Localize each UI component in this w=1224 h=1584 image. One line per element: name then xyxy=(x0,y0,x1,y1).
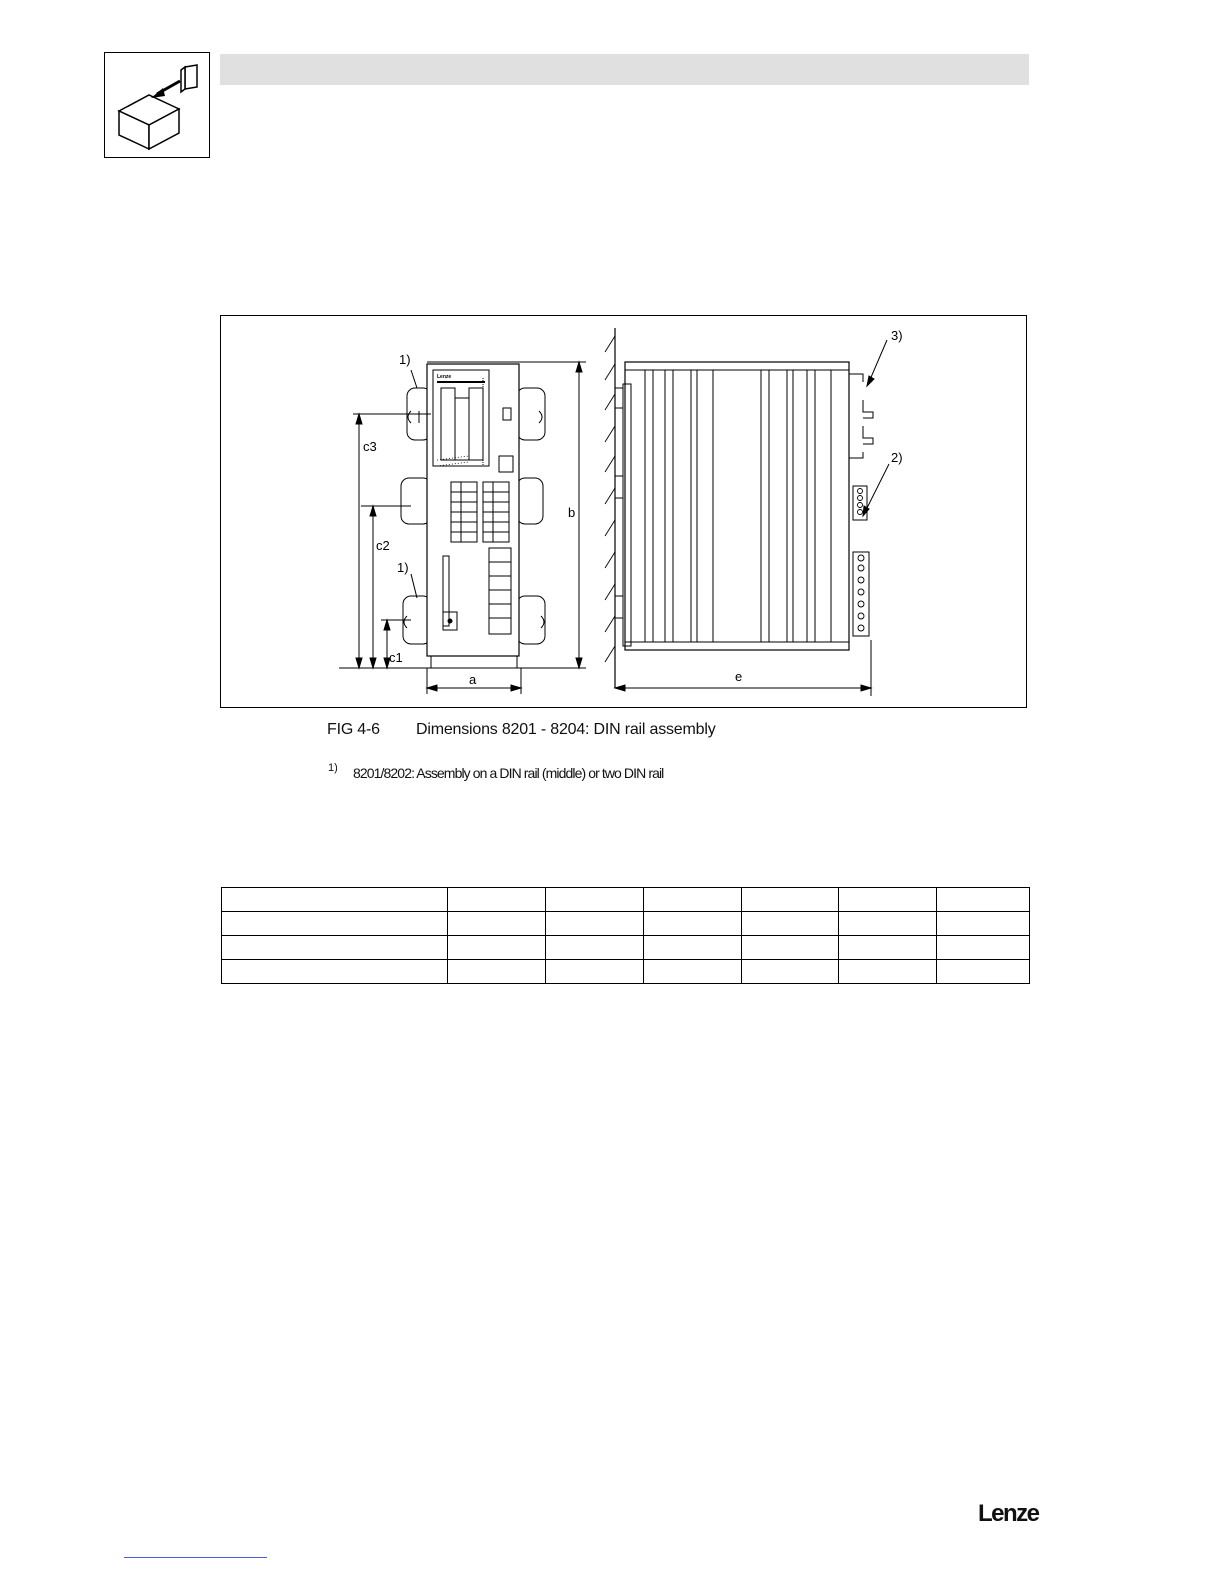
table-cell xyxy=(222,912,448,936)
table-cell xyxy=(222,960,448,984)
footnote-marker: 1) xyxy=(328,762,338,774)
callout-1-top: 1) xyxy=(399,352,411,367)
callout-3: 3) xyxy=(891,328,903,343)
table-cell xyxy=(546,912,644,936)
table-cell xyxy=(644,936,742,960)
chapter-header-bar xyxy=(220,54,1029,85)
install-box-icon xyxy=(105,53,211,159)
table-cell xyxy=(644,960,742,984)
table-row xyxy=(222,912,1030,936)
table-cell xyxy=(448,888,546,912)
table-cell xyxy=(644,912,742,936)
link-underline[interactable] xyxy=(124,1557,267,1558)
table-cell xyxy=(222,888,448,912)
callout-1-bottom: 1) xyxy=(397,560,409,575)
dim-a-label: a xyxy=(469,672,477,687)
footnote-text: 8201/8202: Assembly on a DIN rail (middle) or two DIN rail xyxy=(353,765,664,781)
din-rail-drawing xyxy=(221,316,1026,707)
dimension-table xyxy=(221,887,1030,984)
table-cell xyxy=(839,888,937,912)
table-cell xyxy=(546,888,644,912)
table-cell xyxy=(448,912,546,936)
dim-b-label: b xyxy=(568,505,576,520)
table-cell xyxy=(839,936,937,960)
chapter-icon-box xyxy=(104,52,210,158)
dim-c2-label: c2 xyxy=(376,538,390,553)
device-brand-label: Lenze xyxy=(437,374,452,380)
table-cell xyxy=(937,888,1030,912)
table-cell xyxy=(448,936,546,960)
table-cell xyxy=(742,960,839,984)
table-cell xyxy=(937,912,1030,936)
table-cell xyxy=(742,888,839,912)
table-row xyxy=(222,888,1030,912)
table-row xyxy=(222,960,1030,984)
table-cell xyxy=(937,960,1030,984)
dim-e-label: e xyxy=(735,669,743,684)
dim-c3-label: c3 xyxy=(363,439,377,454)
table-cell xyxy=(839,960,937,984)
dimension-figure xyxy=(220,315,1027,708)
lenze-logo: Lenze xyxy=(978,1500,1039,1527)
table-row xyxy=(222,936,1030,960)
figure-number: FIG 4-6 xyxy=(327,721,380,738)
table-cell xyxy=(222,936,448,960)
callout-2: 2) xyxy=(891,450,903,465)
table-cell xyxy=(448,960,546,984)
table-cell xyxy=(546,960,644,984)
table-cell xyxy=(742,912,839,936)
rail-clip xyxy=(517,596,545,644)
table-cell xyxy=(937,936,1030,960)
table-cell xyxy=(742,936,839,960)
rail-clip xyxy=(517,478,543,524)
table-cell xyxy=(546,936,644,960)
dim-c1-label: c1 xyxy=(389,650,403,665)
table-cell xyxy=(839,912,937,936)
figure-caption: Dimensions 8201 - 8204: DIN rail assembly xyxy=(416,721,716,738)
table-cell xyxy=(644,888,742,912)
